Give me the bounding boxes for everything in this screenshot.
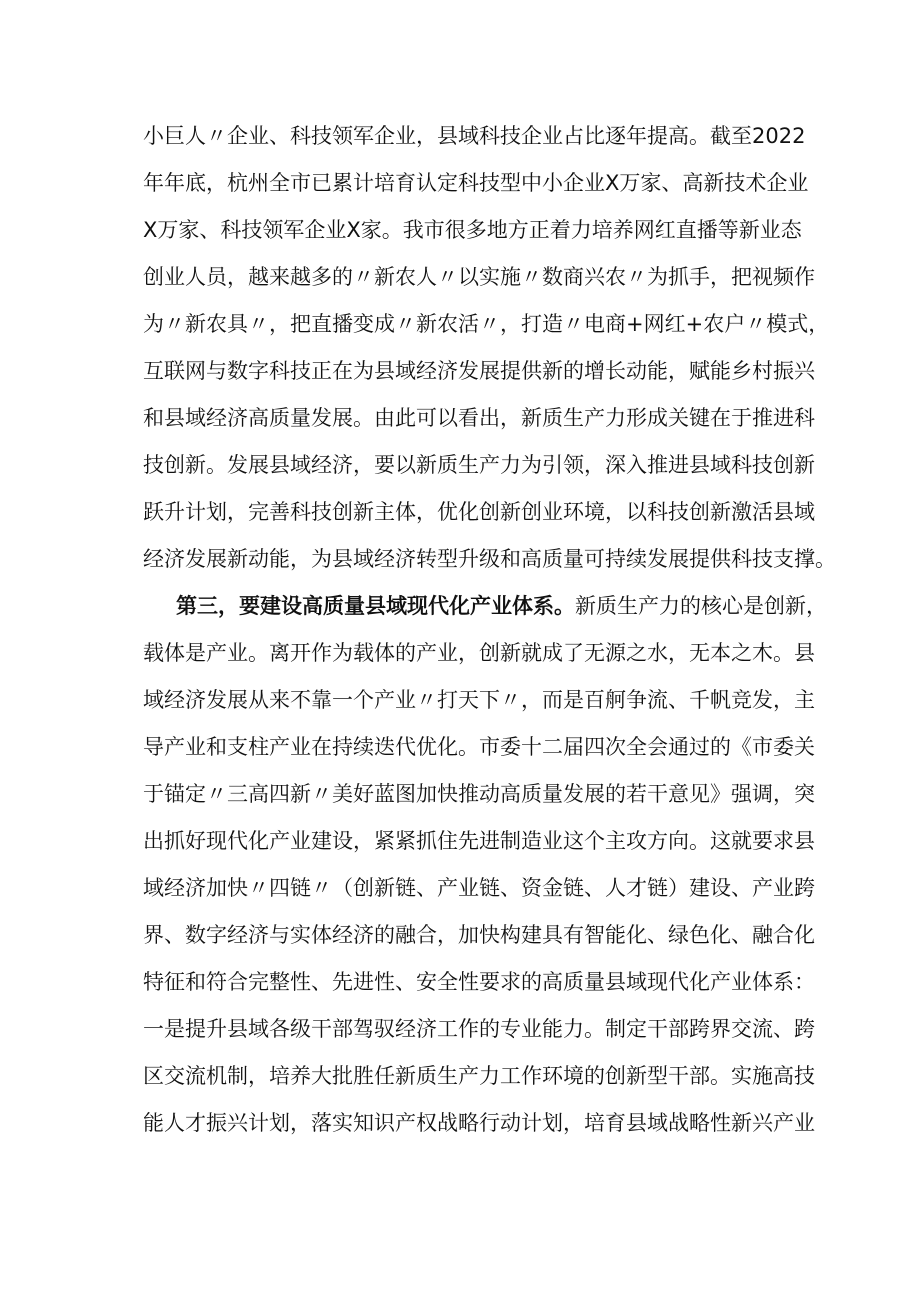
text-line: 一是提升县域各级干部驾驭经济工作的专业能力。制定干部跨界交流、跨 — [143, 1017, 815, 1041]
text-line: 技创新。发展县域经济，要以新质生产力为引领，深入推进县域科技创新 — [143, 453, 815, 477]
text-line: 能人才振兴计划，落实知识产权战略行动计划，培育县域战略性新兴产业 — [143, 1111, 815, 1135]
text-line: 载体是产业。离开作为载体的产业，创新就成了无源之水，无本之木。县 — [143, 641, 815, 665]
text-line: 出抓好现代化产业建设，紧紧抓住先进制造业这个主攻方向。这就要求县 — [143, 829, 815, 853]
text-line: 于锚定〃三高四新〃美好蓝图加快推动高质量发展的若干意见》强调，突 — [143, 782, 815, 806]
paragraph-2-first-line — [143, 583, 827, 630]
text-line: 小巨人〃企业、科技领军企业，县域科技企业占比逐年提高。截至2022 — [143, 124, 806, 148]
text-line: 特征和符合完整性、先进性、安全性要求的高质量县域现代化产业体系： — [143, 970, 815, 994]
section-heading: 第三，要建设高质量县域现代化产业体系。 — [176, 594, 575, 618]
text-line: 域经济加快〃四链〃（创新链、产业链、资金链、人才链）建设、产业跨 — [143, 876, 815, 900]
text-line: 和县域经济高质量发展。由此可以看出，新质生产力形成关键在于推进科 — [143, 406, 815, 430]
text-line: 导产业和支柱产业在持续迭代优化。市委十二届四次全会通过的《市委关 — [143, 735, 815, 759]
text-line: 为〃新农具〃，把直播变成〃新农活〃，打造〃电商+网红+农户〃模式， — [143, 312, 830, 336]
text-line: 互联网与数字科技正在为县域经济发展提供新的增长动能，赋能乡村振兴 — [143, 359, 815, 383]
text-line: 年年底，杭州全市已累计培育认定科技型中小企业X万家、高新技术企业 — [143, 171, 809, 195]
text-line: 区交流机制，培养大批胜任新质生产力工作环境的创新型干部。实施高技 — [143, 1064, 815, 1088]
text-line: 创业人员，越来越多的〃新农人〃以实施〃数商兴农〃为抓手，把视频作 — [143, 265, 815, 289]
text-line: 经济发展新动能，为县域经济转型升级和高质量可持续发展提供科技支撑。 — [143, 547, 836, 571]
text-line: 跃升计划，完善科技创新主体，优化创新创业环境，以科技创新激活县域 — [143, 500, 815, 524]
document-body — [143, 113, 836, 1147]
paragraph-1 — [143, 113, 836, 583]
text-line: 界、数字经济与实体经济的融合，加快构建具有智能化、绿色化、融合化 — [143, 923, 815, 947]
heading-continuation: 新质生产力的核心是创新， — [575, 594, 827, 618]
text-line: 域经济发展从来不靠一个产业〃打天下〃，而是百舸争流、千帆竞发，主 — [143, 688, 815, 712]
paragraph-2 — [143, 583, 827, 1147]
text-line: X万家、科技领军企业X家。我市很多地方正着力培养网红直播等新业态 — [143, 218, 802, 242]
